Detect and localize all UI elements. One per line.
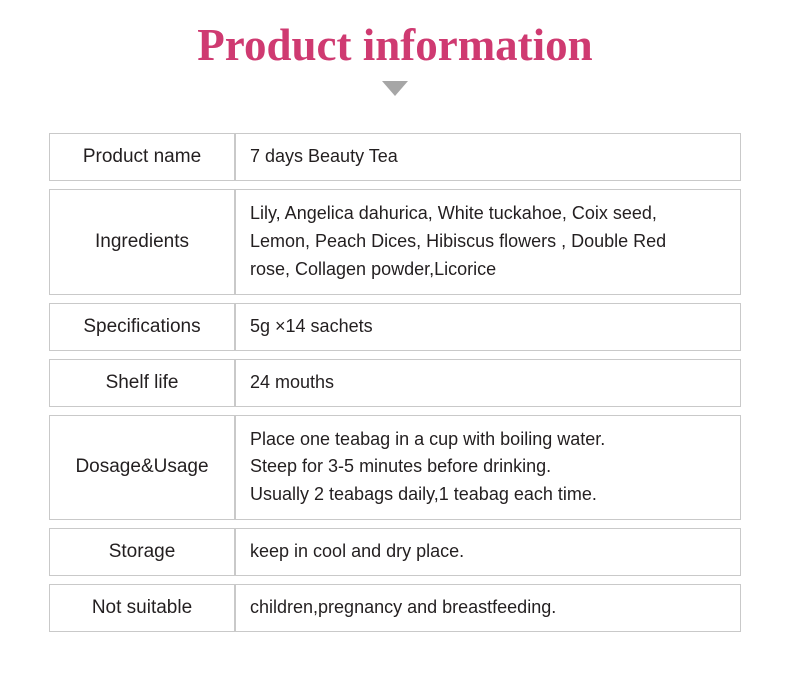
value-line: rose, Collagen powder,Licorice: [250, 258, 497, 279]
value-line: 7 days Beauty Tea: [250, 146, 398, 167]
value-line: Usually 2 teabags daily,1 teabag each time.: [250, 484, 597, 505]
row-value-specifications: [235, 303, 741, 351]
value-line: 5g ×14 sachets: [250, 315, 373, 336]
page-title: Product information: [197, 20, 593, 70]
row-label-not-suitable: Not suitable: [49, 584, 235, 632]
row-label-ingredients: Ingredients: [49, 189, 235, 295]
value-line: Lemon, Peach Dices, Hibiscus flowers , Double Red: [250, 231, 667, 252]
value-line: 24 mouths: [250, 371, 335, 392]
table-row: [49, 189, 741, 295]
row-label-product-name: Product name: [49, 133, 235, 181]
value-line: keep in cool and dry place.: [250, 541, 465, 562]
table-row: [49, 303, 741, 351]
product-spec-table: [49, 125, 741, 640]
table-row: [49, 133, 741, 181]
table-row: [49, 359, 741, 407]
table-row: [49, 584, 741, 632]
value-line: Steep for 3-5 minutes before drinking.: [250, 456, 552, 477]
triangle-down-icon: [382, 81, 408, 96]
row-value-dosage-usage: [235, 415, 741, 521]
row-value-storage: [235, 528, 741, 576]
row-label-storage: Storage: [49, 528, 235, 576]
row-value-product-name: [235, 133, 741, 181]
value-line: Lily, Angelica dahurica, White tuckahoe, Coix seed,: [250, 203, 657, 224]
row-value-ingredients: [235, 189, 741, 295]
value-line: children,pregnancy and breastfeeding.: [250, 597, 557, 618]
row-value-not-suitable: [235, 584, 741, 632]
row-value-shelf-life: [235, 359, 741, 407]
arrow-container: [0, 81, 790, 107]
row-label-specifications: Specifications: [49, 303, 235, 351]
table-row: [49, 415, 741, 521]
row-label-shelf-life: Shelf life: [49, 359, 235, 407]
row-label-dosage-usage: Dosage&Usage: [49, 415, 235, 521]
value-line: Place one teabag in a cup with boiling water.: [250, 428, 606, 449]
table-row: [49, 528, 741, 576]
